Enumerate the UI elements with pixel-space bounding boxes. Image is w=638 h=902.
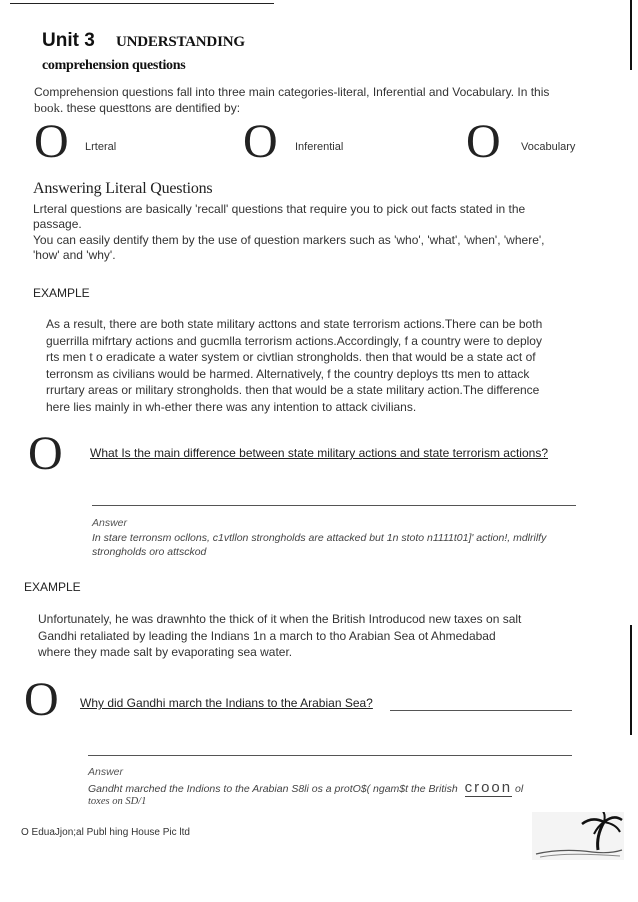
passage-line: rts men t o eradicate a water system or civtlian strongholds. then that would be a state act of — [46, 350, 536, 364]
answer-1-line-2: strongholds oro attsckod — [92, 546, 207, 558]
unit-number: Unit 3 — [42, 30, 95, 51]
passage-line: guerrilla mifrtary actions and gucmlla terrorism actions.Accordingly, f a country were to deploy — [46, 333, 542, 348]
passage-line: Unfortunately, he was drawnhto the thick of it when the British Introducod new taxes on salt — [38, 612, 522, 626]
passage-line: rrurtary areas or military strongholds. then that would be a state military action.The difference — [46, 383, 540, 397]
section-p2-line-2: 'how' and 'why'. — [33, 248, 116, 262]
example-1-passage — [46, 316, 576, 415]
question-2-text: Why did Gandhi march the Indians to the Arabian Sea? — [80, 696, 373, 710]
intro-book-word: book. — [34, 100, 64, 115]
example-1-label: EXAMPLE — [33, 286, 90, 300]
edge-mark-bottom — [630, 625, 632, 735]
intro-line-1: Comprehension questions fall into three main categories-literal, Inferential and Vocabulary. In this — [34, 85, 550, 99]
section-heading: Answering Literal Questions — [33, 180, 213, 197]
passage-line: here lies mainly in wh-ether there was any intention to attack civilians. — [46, 399, 417, 414]
answer-2-line-2: toxes on SD/1 — [88, 796, 147, 807]
vocabulary-symbol-icon: O — [466, 115, 501, 168]
answer-2-line-1-text: Gandht marched the Indions to the Arabian S8li os a protO$( ngam$t the British — [88, 783, 458, 795]
top-rule — [10, 3, 274, 4]
palm-tree-logo-icon — [532, 812, 624, 860]
unit-subtitle: comprehension questions — [42, 58, 186, 73]
question-2-underline-extension — [390, 710, 572, 711]
intro-line-2 — [34, 100, 240, 116]
passage-line: where they made salt by evaporating sea water. — [38, 645, 293, 659]
answer-1-line-1: In stare terronsm ocllons, c1vtllon strongholds are attacked but 1n stoto n1111t01]' action!, mdlrilfy — [92, 532, 547, 544]
footer-copyright: O EduaJjon;al Publ hing House Pic ltd — [21, 827, 190, 838]
answer-2-stamp-word: croon — [464, 779, 513, 796]
answer-2-label: Answer — [88, 766, 124, 778]
inferential-label: Inferential — [295, 141, 344, 153]
answer-2-line — [88, 755, 572, 756]
vocabulary-label: Vocabulary — [521, 141, 576, 153]
section-p1-line-2: passage. — [33, 217, 82, 231]
answer-2-line-1 — [88, 781, 523, 796]
answer-2-line-1-end: ol — [515, 783, 524, 795]
passage-line: terronsm as civilians would be harmed. Alternatively, f the country deploys tts men to attack — [46, 366, 530, 381]
edge-mark-top — [630, 0, 632, 70]
question-1-literal-icon: O — [28, 427, 63, 480]
literal-label: Lrteral — [85, 141, 117, 153]
literal-symbol-icon: O — [34, 115, 69, 168]
unit-title: UNDERSTANDING — [116, 34, 245, 50]
example-2-label: EXAMPLE — [24, 580, 81, 594]
answer-1-line — [92, 505, 576, 506]
question-2-literal-icon: O — [24, 673, 59, 726]
passage-line: As a result, there are both state military acttons and state terrorism actions.There can be both — [46, 317, 543, 331]
answer-1-label: Answer — [92, 517, 128, 529]
question-1-text: What Is the main difference between state military actions and state terrorism actions? — [90, 446, 548, 460]
passage-line: Gandhi retaliated by leading the Indians 1n a march to tho Arabian Sea ot Ahmedabad — [38, 628, 496, 643]
section-p2-line-1: You can easily dentify them by the use of question markers such as 'who', 'what', 'when', 'where', — [33, 233, 545, 247]
intro-line-2-rest: these questtons are dentified by: — [63, 101, 241, 115]
inferential-symbol-icon: O — [243, 115, 278, 168]
section-p1-line-1: Lrteral questions are basically 'recall' questions that require you to pick out facts stated in the — [33, 202, 526, 216]
example-2-passage — [38, 611, 583, 661]
